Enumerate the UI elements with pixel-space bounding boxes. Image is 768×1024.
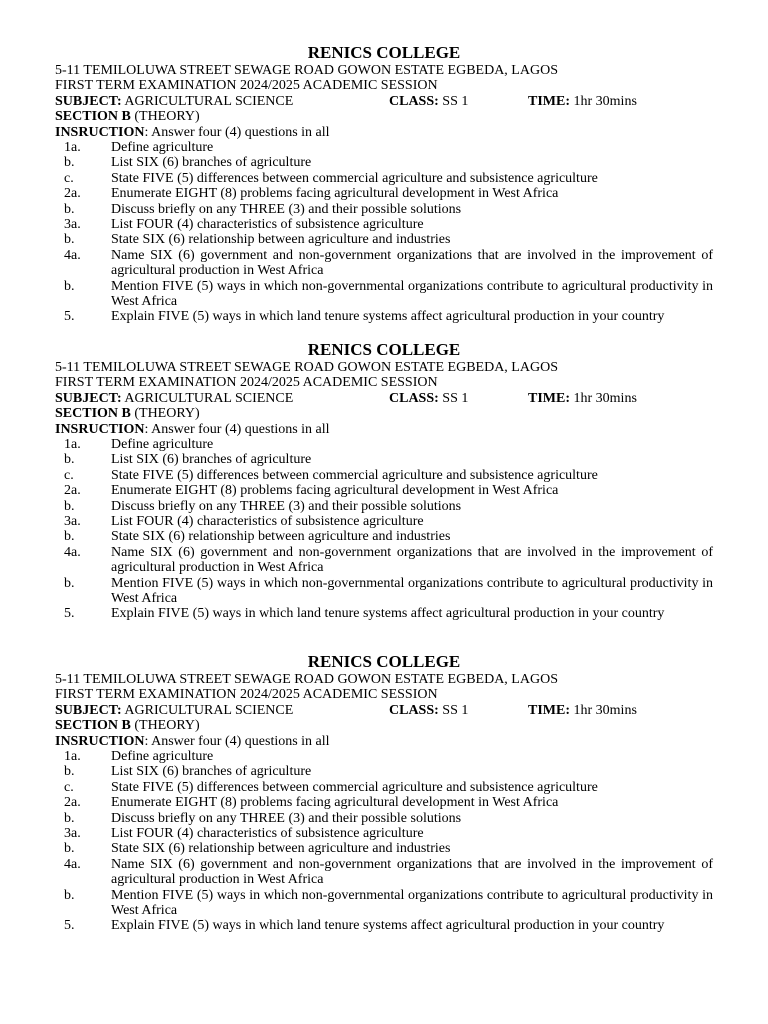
time-value: 1hr 30mins	[570, 390, 637, 406]
question-number: 1a.	[64, 437, 81, 453]
question-text: State FIVE (5) differences between commercial agriculture and subsistence agriculture	[111, 779, 598, 795]
question-text: Define agriculture	[111, 437, 214, 453]
section-value: (THEORY)	[130, 718, 200, 734]
question-item	[55, 514, 713, 529]
question-text: Mention FIVE (5) ways in which non-governmental organizations contribute to agricultural productivity in West Africa	[111, 278, 713, 310]
question-text: State SIX (6) relationship between agriculture and industries	[111, 529, 451, 545]
class-label: CLASS:	[389, 390, 439, 406]
question-text: List SIX (6) branches of agriculture	[111, 452, 312, 468]
question-number: c.	[64, 170, 74, 186]
subject-field	[55, 94, 293, 109]
class-label: CLASS:	[389, 93, 439, 109]
question-number: b.	[64, 810, 75, 826]
subject-label: SUBJECT:	[55, 93, 122, 109]
exam-details-row	[55, 703, 713, 718]
question-text: Discuss briefly on any THREE (3) and their possible solutions	[111, 201, 462, 217]
section-heading	[55, 406, 713, 421]
time-field	[528, 703, 637, 718]
question-item	[55, 749, 713, 764]
section-label: SECTION B	[55, 406, 131, 422]
section-label: SECTION B	[55, 718, 131, 734]
question-item	[55, 576, 713, 607]
time-label: TIME:	[528, 702, 570, 718]
instruction-label: INSRUCTION	[55, 124, 145, 140]
question-item	[55, 217, 713, 232]
question-item	[55, 155, 713, 170]
question-number: 3a.	[64, 514, 81, 530]
question-number: 4a.	[64, 544, 81, 560]
subject-label: SUBJECT:	[55, 702, 122, 718]
question-text: Explain FIVE (5) ways in which land tenure systems affect agricultural production in your country	[111, 918, 665, 934]
instruction	[55, 125, 713, 140]
question-item	[55, 171, 713, 186]
question-item	[55, 545, 713, 576]
question-number: b.	[64, 201, 75, 217]
question-number: b.	[64, 452, 75, 468]
school-address: 5-11 TEMILOLUWA STREET SEWAGE ROAD GOWON ESTATE EGBEDA, LAGOS	[55, 63, 558, 78]
question-number: 2a.	[64, 483, 81, 499]
question-number: 4a.	[64, 856, 81, 872]
question-number: b.	[64, 764, 75, 780]
question-number: 5.	[64, 606, 75, 622]
school-address: 5-11 TEMILOLUWA STREET SEWAGE ROAD GOWON ESTATE EGBEDA, LAGOS	[55, 360, 558, 375]
question-number: 1a.	[64, 140, 81, 156]
subject-value: AGRICULTURAL SCIENCE	[121, 93, 294, 109]
question-number: 2a.	[64, 186, 81, 202]
question-text: Discuss briefly on any THREE (3) and their possible solutions	[111, 498, 462, 514]
time-value: 1hr 30mins	[570, 702, 637, 718]
instruction-label: INSRUCTION	[55, 733, 145, 749]
question-text: List SIX (6) branches of agriculture	[111, 155, 312, 171]
section-heading	[55, 109, 713, 124]
question-text: Name SIX (6) government and non-government organizations that are involved in the improvement of agricultural production in West Africa	[111, 544, 713, 576]
exam-paper-block	[55, 652, 713, 934]
question-text: List SIX (6) branches of agriculture	[111, 764, 312, 780]
exam-title: FIRST TERM EXAMINATION 2024/2025 ACADEMIC SESSION	[55, 375, 438, 391]
question-number: c.	[64, 467, 74, 483]
question-number: c.	[64, 779, 74, 795]
question-item	[55, 468, 713, 483]
exam-details-row	[55, 94, 713, 109]
question-item	[55, 248, 713, 279]
school-name: RENICS COLLEGE	[307, 340, 461, 359]
question-number: 5.	[64, 918, 75, 934]
subject-field	[55, 391, 293, 406]
exam-paper-block	[55, 43, 713, 325]
subject-value: AGRICULTURAL SCIENCE	[121, 702, 294, 718]
question-text: List FOUR (4) characteristics of subsistence agriculture	[111, 826, 424, 842]
subject-field	[55, 703, 293, 718]
question-item	[55, 140, 713, 155]
question-item	[55, 279, 713, 310]
question-text: Name SIX (6) government and non-government organizations that are involved in the improvement of agricultural production in West Africa	[111, 247, 713, 279]
class-value: SS 1	[438, 390, 469, 406]
question-item	[55, 841, 713, 856]
time-label: TIME:	[528, 390, 570, 406]
question-item	[55, 437, 713, 452]
question-list	[55, 140, 713, 325]
question-item	[55, 764, 713, 779]
question-text: Mention FIVE (5) ways in which non-governmental organizations contribute to agricultural productivity in West Africa	[111, 575, 713, 607]
class-label: CLASS:	[389, 702, 439, 718]
question-number: b.	[64, 155, 75, 171]
time-field	[528, 391, 637, 406]
question-item	[55, 888, 713, 919]
question-item	[55, 499, 713, 514]
instruction-label: INSRUCTION	[55, 421, 145, 437]
question-number: b.	[64, 232, 75, 248]
question-number: b.	[64, 841, 75, 857]
question-list	[55, 749, 713, 934]
class-value: SS 1	[438, 93, 469, 109]
exam-paper-block	[55, 340, 713, 622]
time-label: TIME:	[528, 93, 570, 109]
question-item	[55, 186, 713, 201]
question-text: List FOUR (4) characteristics of subsistence agriculture	[111, 217, 424, 233]
question-text: State SIX (6) relationship between agriculture and industries	[111, 841, 451, 857]
question-text: Explain FIVE (5) ways in which land tenure systems affect agricultural production in your country	[111, 606, 665, 622]
question-number: b.	[64, 887, 75, 903]
subject-label: SUBJECT:	[55, 390, 122, 406]
question-text: Define agriculture	[111, 749, 214, 765]
class-field	[389, 703, 468, 718]
class-field	[389, 391, 468, 406]
question-text: Mention FIVE (5) ways in which non-governmental organizations contribute to agricultural productivity in West Africa	[111, 887, 713, 919]
question-item	[55, 232, 713, 247]
question-number: 3a.	[64, 826, 81, 842]
section-value: (THEORY)	[130, 109, 200, 125]
question-number: b.	[64, 529, 75, 545]
question-text: Enumerate EIGHT (8) problems facing agricultural development in West Africa	[111, 483, 559, 499]
exam-title: FIRST TERM EXAMINATION 2024/2025 ACADEMIC SESSION	[55, 78, 438, 94]
section-value: (THEORY)	[130, 406, 200, 422]
instruction-value: : Answer four (4) questions in all	[144, 421, 330, 437]
question-text: List FOUR (4) characteristics of subsistence agriculture	[111, 514, 424, 530]
exam-title: FIRST TERM EXAMINATION 2024/2025 ACADEMIC SESSION	[55, 687, 438, 703]
school-name: RENICS COLLEGE	[307, 43, 461, 62]
question-number: 4a.	[64, 247, 81, 263]
school-name: RENICS COLLEGE	[307, 652, 461, 671]
class-value: SS 1	[438, 702, 469, 718]
question-text: Define agriculture	[111, 140, 214, 156]
question-text: State SIX (6) relationship between agriculture and industries	[111, 232, 451, 248]
time-value: 1hr 30mins	[570, 93, 637, 109]
question-number: 3a.	[64, 217, 81, 233]
question-text: Discuss briefly on any THREE (3) and their possible solutions	[111, 810, 462, 826]
question-number: 2a.	[64, 795, 81, 811]
subject-value: AGRICULTURAL SCIENCE	[121, 390, 294, 406]
question-item	[55, 606, 713, 621]
question-number: 5.	[64, 309, 75, 325]
time-field	[528, 94, 637, 109]
instruction-value: : Answer four (4) questions in all	[144, 733, 330, 749]
question-item	[55, 780, 713, 795]
question-text: Enumerate EIGHT (8) problems facing agricultural development in West Africa	[111, 186, 559, 202]
question-item	[55, 795, 713, 810]
section-heading	[55, 718, 713, 733]
instruction-value: : Answer four (4) questions in all	[144, 124, 330, 140]
question-number: b.	[64, 278, 75, 294]
question-item	[55, 529, 713, 544]
question-item	[55, 826, 713, 841]
question-text: State FIVE (5) differences between commercial agriculture and subsistence agriculture	[111, 467, 598, 483]
question-list	[55, 437, 713, 622]
question-item	[55, 918, 713, 933]
question-text: Enumerate EIGHT (8) problems facing agricultural development in West Africa	[111, 795, 559, 811]
school-address: 5-11 TEMILOLUWA STREET SEWAGE ROAD GOWON ESTATE EGBEDA, LAGOS	[55, 672, 558, 687]
question-item	[55, 309, 713, 324]
question-text: Name SIX (6) government and non-government organizations that are involved in the improvement of agricultural production in West Africa	[111, 856, 713, 888]
class-field	[389, 94, 468, 109]
question-item	[55, 857, 713, 888]
instruction	[55, 734, 713, 749]
question-item	[55, 202, 713, 217]
question-text: State FIVE (5) differences between commercial agriculture and subsistence agriculture	[111, 170, 598, 186]
section-label: SECTION B	[55, 109, 131, 125]
instruction	[55, 422, 713, 437]
question-number: b.	[64, 575, 75, 591]
question-number: b.	[64, 498, 75, 514]
exam-details-row	[55, 391, 713, 406]
question-number: 1a.	[64, 749, 81, 765]
question-item	[55, 483, 713, 498]
question-text: Explain FIVE (5) ways in which land tenure systems affect agricultural production in your country	[111, 309, 665, 325]
question-item	[55, 452, 713, 467]
question-item	[55, 811, 713, 826]
